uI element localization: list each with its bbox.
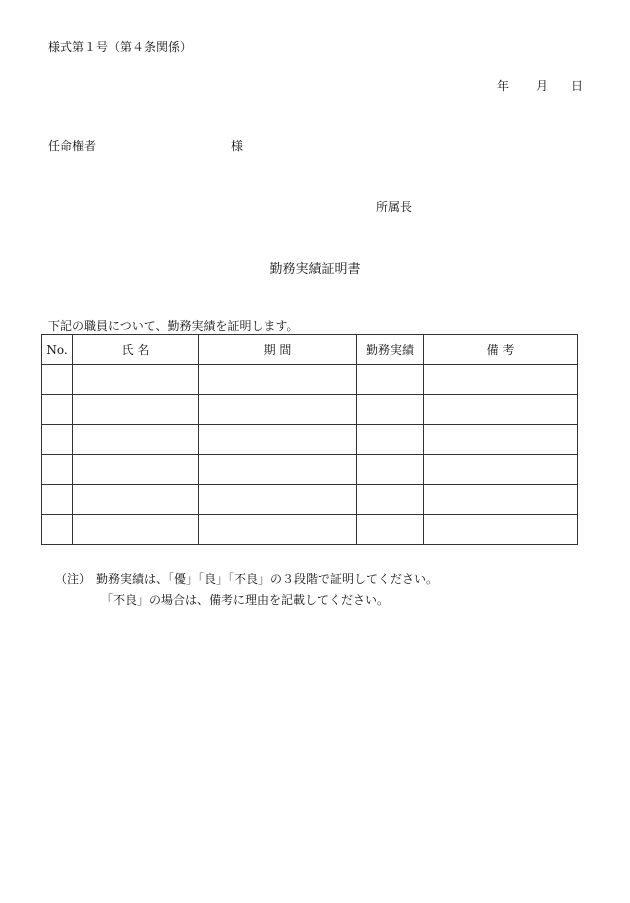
form-number: 様式第１号（第４条関係）: [48, 40, 193, 54]
remarks-cell[interactable]: [424, 365, 578, 395]
date-month-label: 月: [536, 79, 549, 93]
date-day-label: 日: [571, 79, 584, 93]
remarks-cell[interactable]: [424, 425, 578, 455]
performance-cell[interactable]: [357, 485, 424, 515]
note-line-2: 「不良」の場合は、備考に理由を記載してください。: [101, 593, 390, 607]
no-cell[interactable]: [42, 485, 73, 515]
date-year-label: 年: [497, 79, 510, 93]
no-cell[interactable]: [42, 365, 73, 395]
name-cell[interactable]: [73, 515, 199, 545]
table-header-row: [42, 335, 578, 365]
performance-cell[interactable]: [357, 455, 424, 485]
performance-cell[interactable]: [357, 425, 424, 455]
period-cell[interactable]: [199, 365, 357, 395]
table-row: [42, 485, 578, 515]
note-line-1: 勤務実績は、「優」「良」「不良」の３段階で証明してください。: [96, 572, 439, 586]
performance-cell[interactable]: [357, 515, 424, 545]
header-performance: 勤務実績: [357, 335, 424, 365]
no-cell[interactable]: [42, 515, 73, 545]
addressee-honorific: 様: [231, 139, 244, 153]
period-cell[interactable]: [199, 455, 357, 485]
header-period: 期 間: [199, 335, 357, 365]
remarks-cell[interactable]: [424, 395, 578, 425]
remarks-cell[interactable]: [424, 485, 578, 515]
addressee-title: 任命権者: [48, 139, 97, 153]
performance-cell[interactable]: [357, 365, 424, 395]
table-row: [42, 455, 578, 485]
name-cell[interactable]: [73, 485, 199, 515]
remarks-cell[interactable]: [424, 515, 578, 545]
name-cell[interactable]: [73, 455, 199, 485]
period-cell[interactable]: [199, 485, 357, 515]
period-cell[interactable]: [199, 395, 357, 425]
name-cell[interactable]: [73, 365, 199, 395]
records-table: [41, 334, 578, 545]
table-row: [42, 365, 578, 395]
document-title: 勤務実績証明書: [269, 262, 361, 277]
table-row: [42, 395, 578, 425]
header-remarks: 備 考: [424, 335, 578, 365]
header-name: 氏 名: [73, 335, 199, 365]
remarks-cell[interactable]: [424, 455, 578, 485]
header-no: No.: [42, 335, 73, 365]
period-cell[interactable]: [199, 515, 357, 545]
period-cell[interactable]: [199, 425, 357, 455]
note-label: （注）: [55, 572, 92, 586]
table-row: [42, 515, 578, 545]
performance-cell[interactable]: [357, 395, 424, 425]
intro-text: 下記の職員について、勤務実績を証明します。: [48, 319, 299, 333]
no-cell[interactable]: [42, 425, 73, 455]
name-cell[interactable]: [73, 425, 199, 455]
no-cell[interactable]: [42, 395, 73, 425]
sender-title: 所属長: [376, 200, 413, 214]
table-row: [42, 425, 578, 455]
no-cell[interactable]: [42, 455, 73, 485]
name-cell[interactable]: [73, 395, 199, 425]
